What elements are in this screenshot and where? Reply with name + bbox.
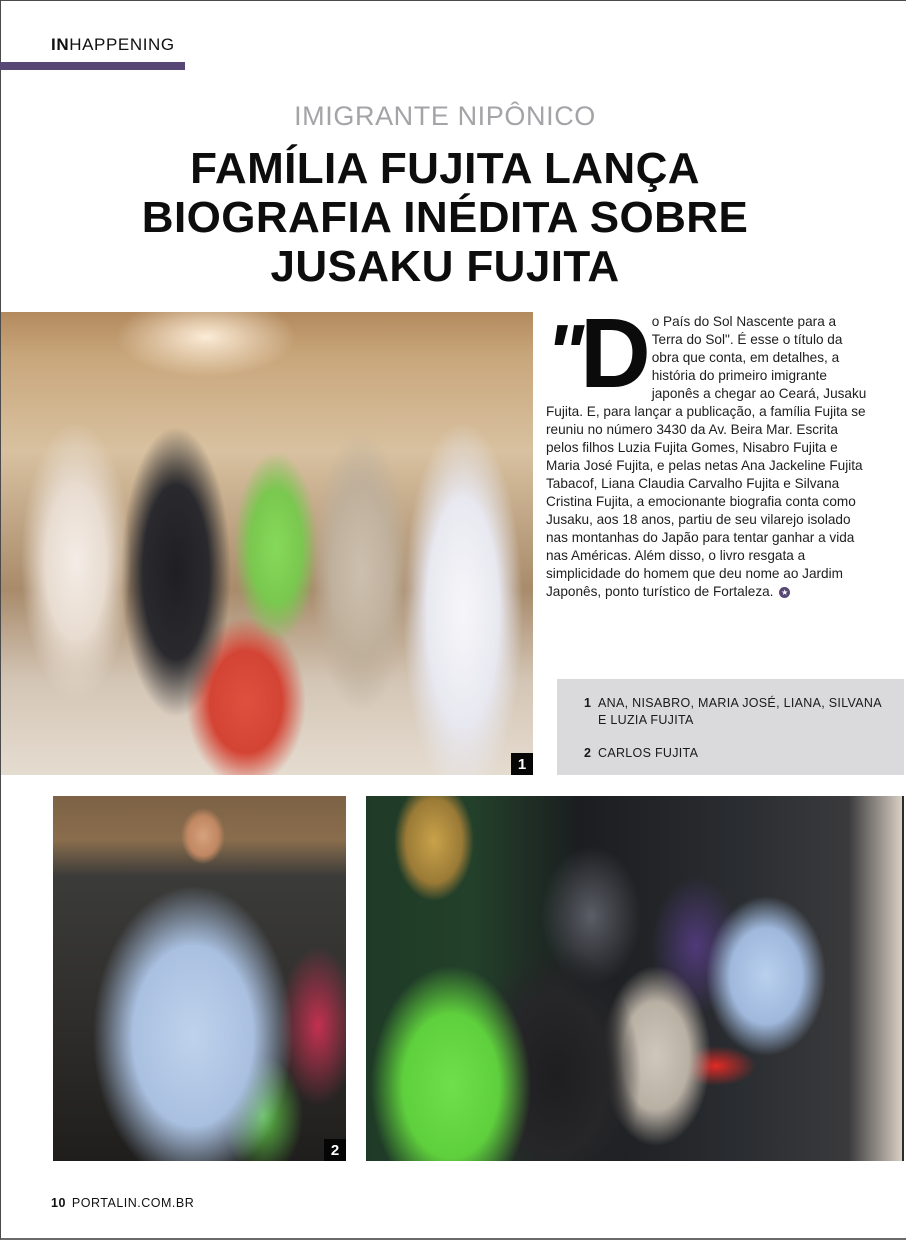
caption-number: 2 xyxy=(584,746,592,760)
photo-carlos-fujita[interactable] xyxy=(53,796,346,1161)
photo-number-badge: 1 xyxy=(511,753,533,775)
caption-row xyxy=(584,695,890,729)
caption-row xyxy=(584,745,890,762)
star-icon: ★ xyxy=(781,587,789,597)
headline-line-3: JUSAKU FUJITA xyxy=(270,242,620,291)
caption-text: ANA, NISABRO, MARIA JOSÉ, LIANA, SILVANA E LUZIA FUJITA xyxy=(598,696,882,727)
drop-cap xyxy=(546,298,648,408)
section-accent-bar xyxy=(0,62,185,70)
photo-family-gathering[interactable] xyxy=(366,796,904,1161)
article-text: o País do Sol Nascente para a Terra do Sol". É esse o título da obra que conta, em detalhes, a história do primeiro imigrante japonês a chegar ao Ceará, Jusaku Fujita. E, para lançar a publicação, a família Fujita se reuniu no número 3430 da Av. Beira Mar. Escrita pelos filhos Luzia Fujita Gomes, Nisabro Fujita e Maria José Fujita, e pelas netas Ana Jackeline Fujita Tabacof, Liana Claudia Carvalho Fujita e Silvana Cristina Fujita, a emocionante biografia conta como Jusaku, aos 18 anos, partiu de seu vilarejo isolado nas montanhas do Japão para tentar ganhar a vida nas Américas. Além disso, o livro resgata a simplicidade do homem que deu nome ao Jardim Japonês, ponto turístico de Fortaleza. xyxy=(546,314,867,599)
section-label xyxy=(51,35,175,55)
article-body xyxy=(546,298,868,601)
headline-line-2: BIOGRAFIA INÉDITA SOBRE xyxy=(141,193,749,242)
section-label-in: IN xyxy=(51,35,70,54)
photo-family-group[interactable] xyxy=(1,312,533,775)
page-number: 10 xyxy=(51,1196,66,1210)
drop-cap-letter: D xyxy=(579,298,648,408)
page-footer xyxy=(51,1196,194,1210)
caption-text: CARLOS FUJITA xyxy=(598,746,699,760)
site-url[interactable]: PORTALIN.COM.BR xyxy=(71,1196,195,1210)
article-kicker: IMIGRANTE NIPÔNICO xyxy=(294,101,596,131)
drop-cap-quote: " xyxy=(546,308,578,397)
headline-line-1: FAMÍLIA FUJITA LANÇA xyxy=(190,144,700,193)
photo-number-badge: 2 xyxy=(324,1139,346,1161)
caption-number: 1 xyxy=(584,696,592,710)
article-headline xyxy=(0,144,890,291)
section-label-happening: HAPPENING xyxy=(69,35,175,54)
photo-captions xyxy=(557,679,904,775)
